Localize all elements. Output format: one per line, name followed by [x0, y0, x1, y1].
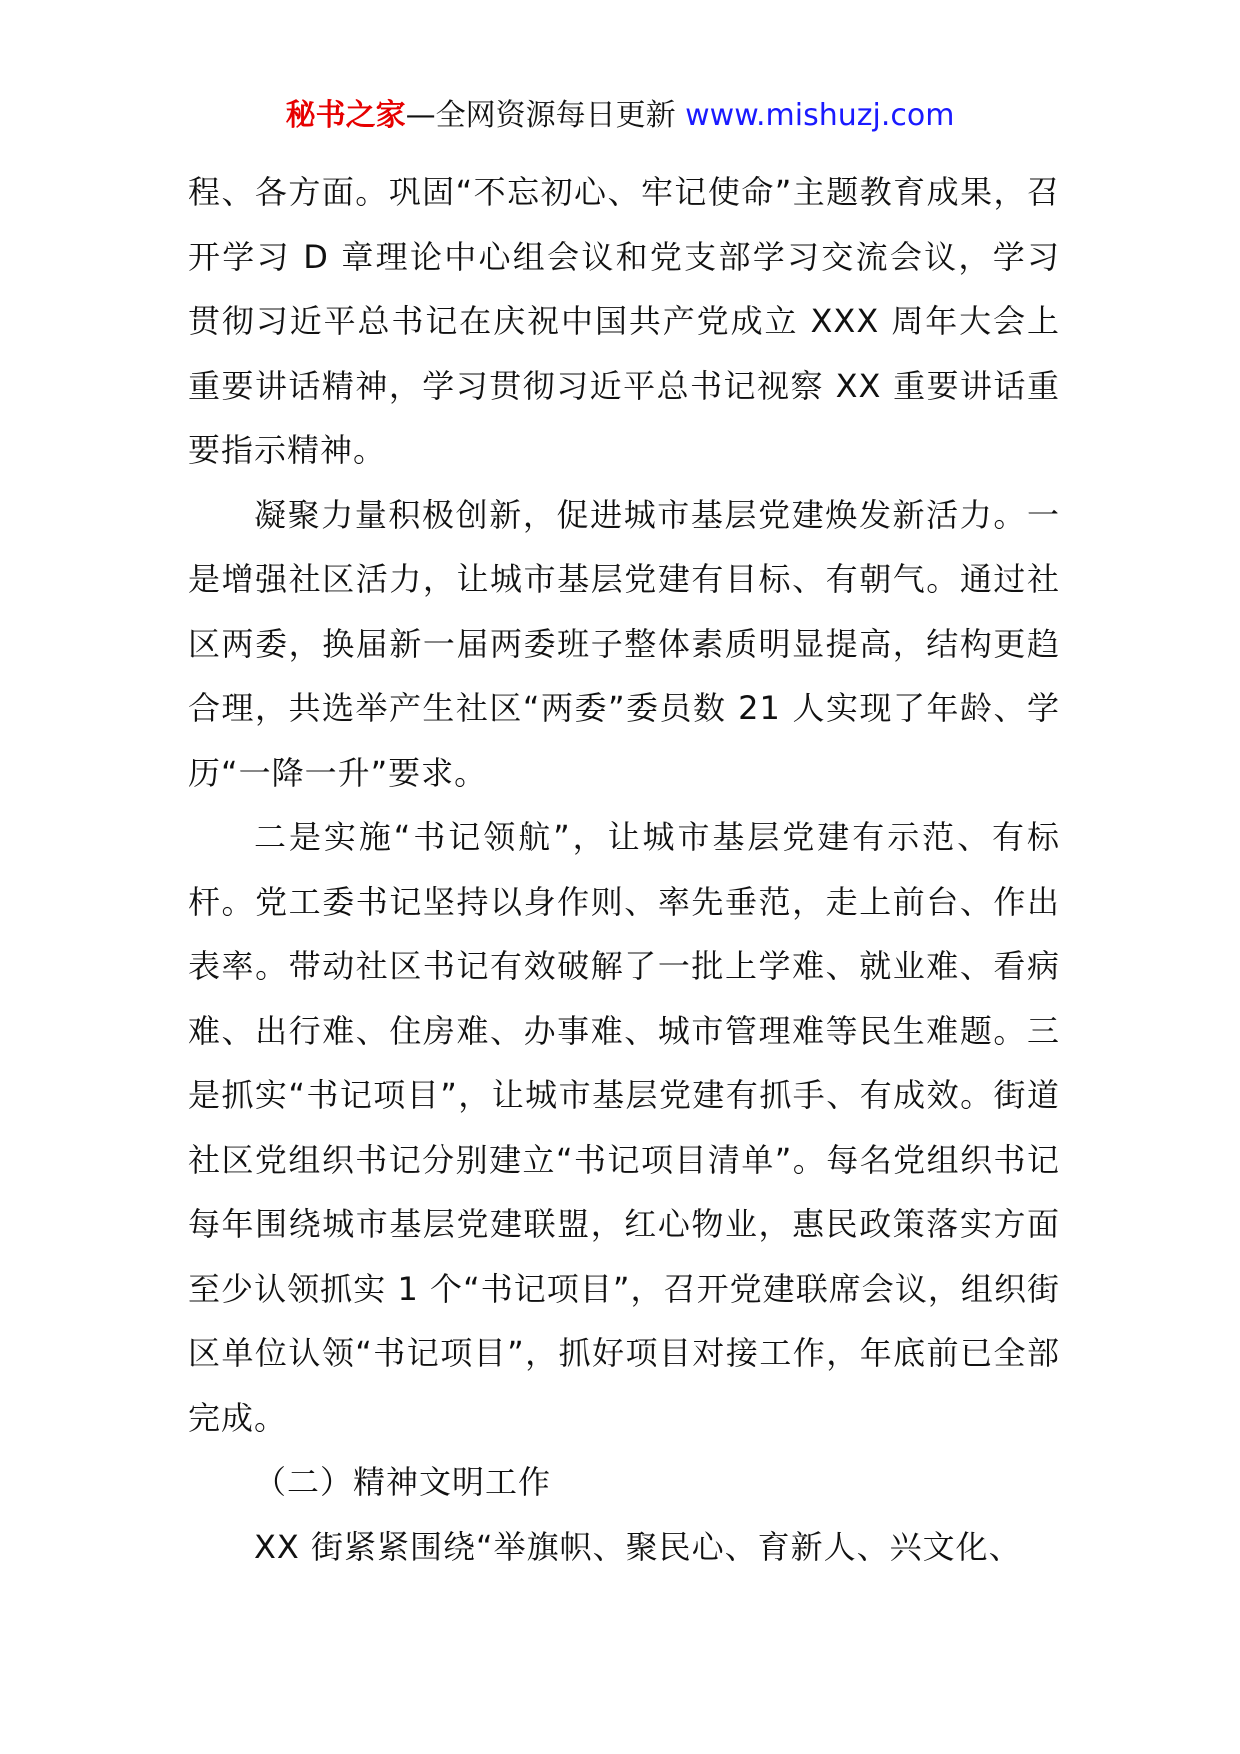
page-header [0, 96, 1240, 136]
header-tagline: —全网资源每日更新 [405, 98, 676, 133]
website-link[interactable]: www.mishuzj.com [685, 98, 955, 133]
paragraph: 二是实施“书记领航”，让城市基层党建有示范、有标杆。党工委书记坚持以身作则、率先垂范，走上前台、作出表率。带动社区书记有效破解了一批上学难、就业难、看病难、出行难、住房难、办事难、城市管理难等民生难题。三是抓实“书记项目”，让城市基层党建有抓手、有成效。街道社区党组织书记分别建立“书记项目清单”。每名党组织书记每年围绕城市基层党建联盟，红心物业，惠民政策落实方面至少认领抓实 1 个“书记项目”，召开党建联席会议，组织街区单位认领“书记项目”，抓好项目对接工作，年底前已全部完成。 [188, 818, 1060, 1437]
paragraph: 程、各方面。巩固“不忘初心、牢记使命”主题教育成果，召开学习 D 章理论中心组会议和党支部学习交流会议，学习贯彻习近平总书记在庆祝中国共产党成立 XXX 周年大会上重要讲话精神，学习贯彻习近平总书记视察 XX 重要讲话重要指示精神。 [188, 173, 1060, 469]
document-body [188, 160, 1060, 1579]
paragraph: XX 街紧紧围绕“举旗帜、聚民心、育新人、兴文化、 [254, 1527, 1022, 1566]
section-heading: （二）精神文明工作 [254, 1463, 552, 1501]
brand-name: 秘书之家 [285, 98, 406, 133]
paragraph: 凝聚力量积极创新，促进城市基层党建焕发新活力。一是增强社区活力，让城市基层党建有目标、有朝气。通过社区两委，换届新一届两委班子整体素质明显提高，结构更趋合理，共选举产生社区“两委”委员数 21 人实现了年龄、学历“一降一升”要求。 [188, 495, 1060, 792]
